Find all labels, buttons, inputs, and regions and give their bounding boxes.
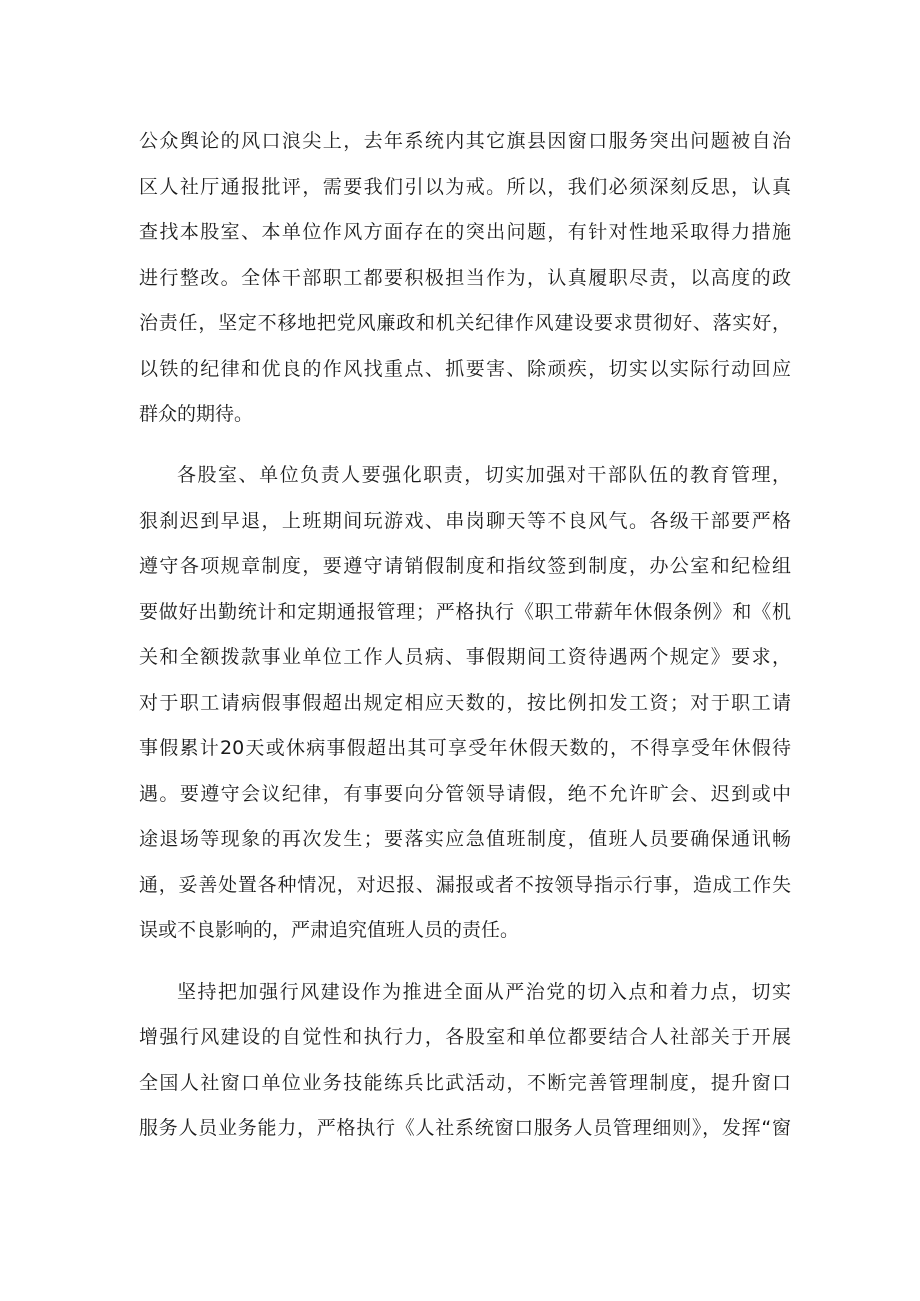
- text-line: 对于职工请病假事假超出规定相应天数的，按比例扣发工资；对于职工请: [139, 692, 791, 714]
- text-line: 要做好出勤统计和定期通报管理；严格执行《职工带薪年休假条例》和《机: [139, 601, 791, 623]
- text-line: 公众舆论的风口浪尖上，去年系统内其它旗县因窗口服务突出问题被自治: [139, 130, 791, 152]
- text-line: 遵守各项规章制度，要遵守请销假制度和指纹签到制度，办公室和纪检组: [139, 555, 791, 577]
- text-line: 进行整改。全体干部职工都要积极担当作为，认真履职尽责，以高度的政: [139, 267, 791, 289]
- text-line: 全国人社窗口单位业务技能练兵比武活动，不断完善管理制度，提升窗口: [139, 1072, 791, 1094]
- text-line: 途退场等现象的再次发生；要落实应急值班制度，值班人员要确保通讯畅: [139, 828, 791, 850]
- text-line: 狠刹迟到早退，上班期间玩游戏、串岗聊天等不良风气。各级干部要严格: [139, 510, 791, 532]
- text-line: 以铁的纪律和优良的作风找重点、抓要害、除顽疾，切实以实际行动回应: [139, 358, 791, 380]
- text-line: 服务人员业务能力，严格执行《人社系统窗口服务人员管理细则》，发挥“窗: [139, 1117, 791, 1139]
- text-line: 关和全额拨款事业单位工作人员病、事假期间工资待遇两个规定》要求，: [139, 646, 791, 668]
- text-line: 遇。要遵守会议纪律，有事要向分管领导请假，绝不允许旷会、迟到或中: [139, 783, 791, 805]
- text-line: 事假累计20天或休病事假超出其可享受年休假天数的，不得享受年休假待: [139, 737, 791, 759]
- text-line: 群众的期待。: [139, 403, 254, 425]
- text-line: 各股室、单位负责人要强化职责，切实加强对干部队伍的教育管理，: [177, 464, 791, 486]
- text-line: 坚持把加强行风建设作为推进全面从严治党的切入点和着力点，切实: [177, 981, 791, 1003]
- text-line: 通，妥善处置各种情况，对迟报、漏报或者不按领导指示行事，造成工作失: [139, 874, 791, 896]
- text-line: 区人社厅通报批评，需要我们引以为戒。所以，我们必须深刻反思，认真: [139, 176, 791, 198]
- text-line: 增强行风建设的自觉性和执行力，各股室和单位都要结合人社部关于开展: [139, 1026, 791, 1048]
- text-line: 误或不良影响的，严肃追究值班人员的责任。: [139, 919, 520, 941]
- text-line: 查找本股室、本单位作风方面存在的突出问题，有针对性地采取得力措施: [139, 221, 791, 243]
- text-line: 治责任，坚定不移地把党风廉政和机关纪律作风建设要求贯彻好、落实好，: [139, 312, 791, 334]
